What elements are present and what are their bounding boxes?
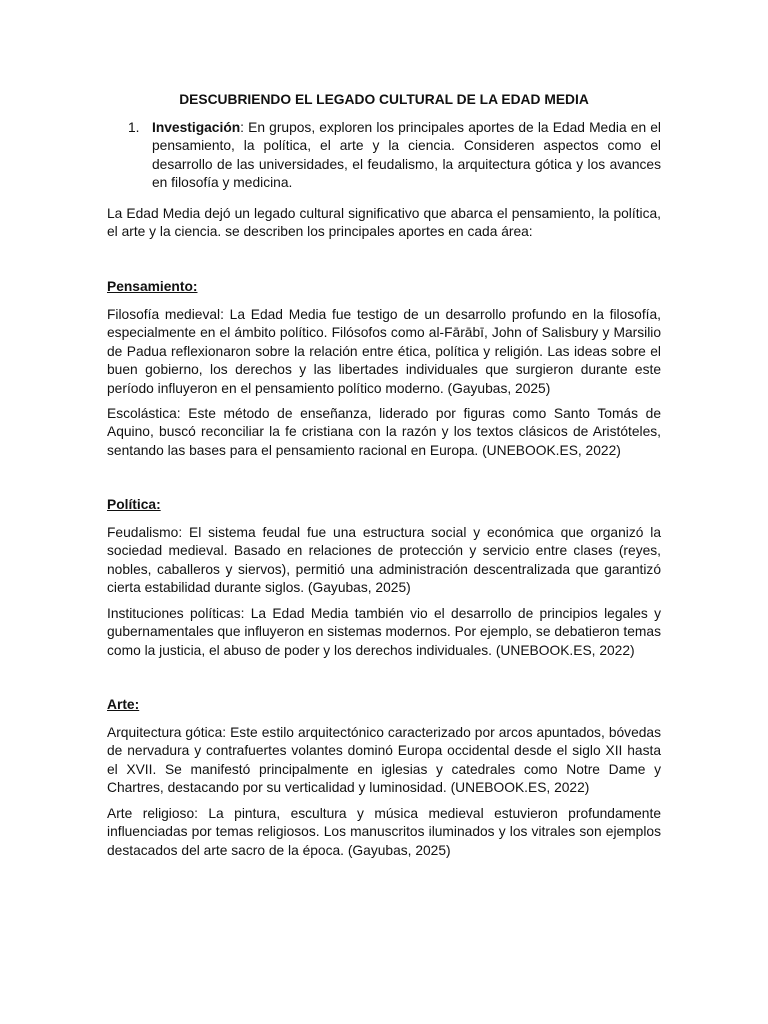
paragraph-arte-religioso: Arte religioso: La pintura, escultura y música medieval estuvieron profundamente influenciadas por temas religiosos. Los manuscritos iluminados y los vitrales son ejemplos destacados del arte sacro de la época. (Gayubas, 2025)	[107, 806, 661, 858]
section-heading-arte: Arte:	[107, 697, 140, 712]
section-heading-pensamiento: Pensamiento:	[107, 279, 198, 294]
paragraph-arquitectura-gotica: Arquitectura gótica: Este estilo arquitectónico caracterizado por arcos apuntados, bóvedas de nervadura y contrafuertes volantes dominó Europa occidental desde el siglo XII hasta el XVII. Se manifestó principalmente en iglesias y catedrales como Notre Dame y Chartres, destacando por su verticalidad y luminosidad. (UNEBOOK.ES, 2022)	[107, 725, 661, 796]
task-lead: Investigación	[152, 120, 241, 135]
document-title: DESCUBRIENDO EL LEGADO CULTURAL DE LA EDAD MEDIA	[179, 92, 589, 107]
paragraph-filosofia-medieval: Filosofía medieval: La Edad Media fue testigo de un desarrollo profundo en la filosofía, especialmente en el ámbito político. Filósofos como al-Fārābī, John of Salisbury y Marsilio de Padua reflexionaron sobre la relación entre ética, política y religión. Las ideas sobre el buen gobierno, los derechos y las libertades individuales que surgieron durante este período influyeron en el pensamiento político moderno. (Gayubas, 2025)	[107, 307, 661, 396]
section-heading-politica: Política:	[107, 497, 161, 512]
task-item	[128, 119, 661, 193]
paragraph-escolastica: Escolástica: Este método de enseñanza, liderado por figuras como Santo Tomás de Aquino, buscó reconciliar la fe cristiana con la razón y los textos clásicos de Aristóteles, sentando las bases para el pensamiento racional en Europa. (UNEBOOK.ES, 2022)	[107, 406, 661, 458]
task-number: 1.	[128, 120, 140, 135]
paragraph-instituciones-politicas: Instituciones políticas: La Edad Media también vio el desarrollo de principios legales y gubernamentales que influyeron en sistemas modernos. Por ejemplo, se debatieron temas como la justicia, el abuso de poder y los derechos individuales. (UNEBOOK.ES, 2022)	[107, 606, 661, 658]
intro-paragraph: La Edad Media dejó un legado cultural significativo que abarca el pensamiento, la política, el arte y la ciencia. se describen los principales aportes en cada área:	[107, 206, 661, 240]
paragraph-feudalismo: Feudalismo: El sistema feudal fue una estructura social y económica que organizó la sociedad medieval. Basado en relaciones de protección y servicio entre clases (reyes, nobles, caballeros y siervos), permitió una administración descentralizada que garantizó cierta estabilidad durante siglos. (Gayubas, 2025)	[107, 525, 661, 596]
task-text: : En grupos, exploren los principales aportes de la Edad Media en el pensamiento, la política, el arte y la ciencia. Consideren aspectos como el desarrollo de las universidades, el feudalismo, la arquitectura gótica y los avances en filosofía y medicina.	[152, 120, 661, 191]
